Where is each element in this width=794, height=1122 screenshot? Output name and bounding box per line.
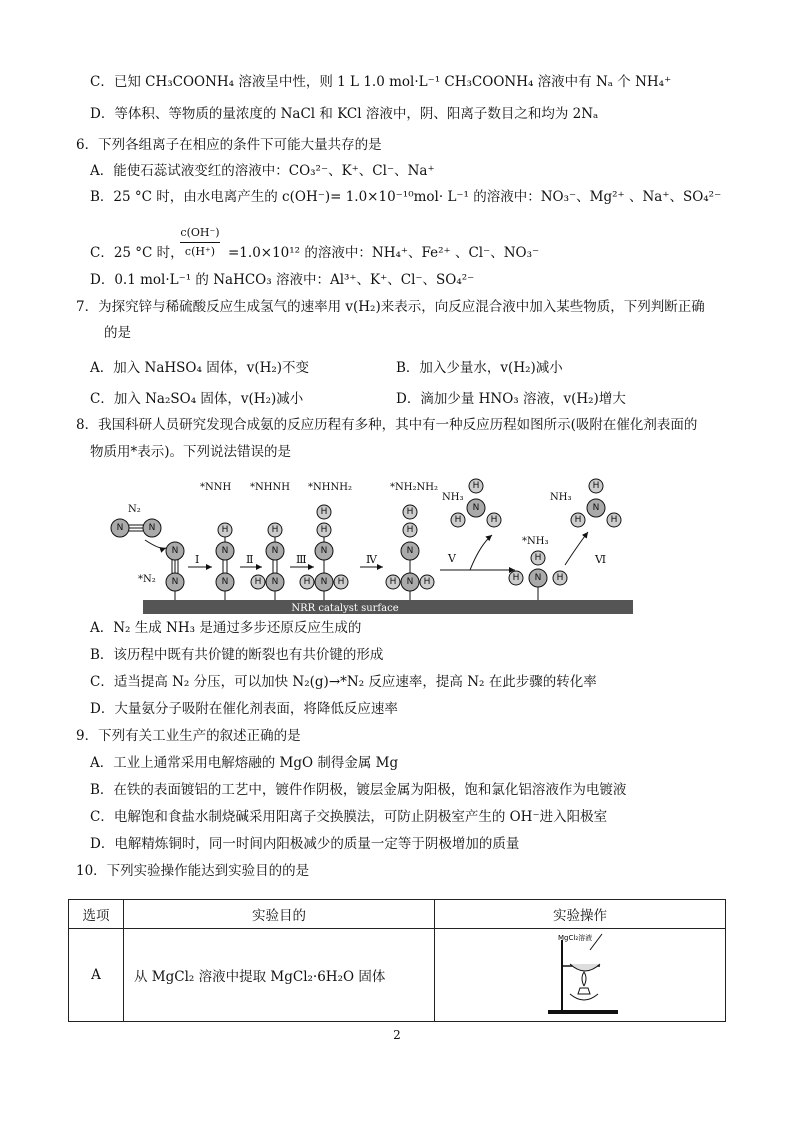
reaction-pathway-diagram bbox=[100, 470, 640, 620]
text-line-l6a: C．25 °C 时， bbox=[90, 245, 184, 261]
svg-text:H: H bbox=[389, 577, 397, 587]
species-star-n2-label: *N₂ bbox=[138, 574, 156, 585]
species-nh3-label-2: NH₃ bbox=[550, 492, 572, 503]
svg-text:H: H bbox=[271, 525, 279, 535]
text-line-l18: 9．下列有关工业生产的叙述正确的是 bbox=[76, 728, 301, 744]
header-option: 选项 bbox=[69, 900, 124, 929]
text-line-l9: 的是 bbox=[104, 325, 131, 341]
svg-text:H: H bbox=[512, 573, 520, 583]
svg-text:H: H bbox=[406, 525, 414, 535]
svg-text:N: N bbox=[320, 577, 328, 587]
text-line-l15: B．该历程中既有共价键的断裂也有共价键的形成 bbox=[90, 647, 384, 663]
svg-text:H: H bbox=[254, 577, 262, 587]
svg-text:N: N bbox=[406, 577, 414, 587]
experiment-table bbox=[68, 899, 726, 1022]
step-5: Ⅴ bbox=[448, 552, 456, 565]
species-nh3-label-1: NH₃ bbox=[442, 492, 464, 503]
svg-text:N: N bbox=[271, 577, 279, 587]
text-line-l11b: D．滴加少量 HNO₃ 溶液，v(H₂)增大 bbox=[396, 391, 626, 407]
step-1: Ⅰ bbox=[195, 553, 200, 566]
text-line-l7: D．0.1 mol·L⁻¹ 的 NaHCO₃ 溶液中：Al³⁺、K⁺、Cl⁻、SO₄²⁻ bbox=[90, 272, 475, 288]
svg-text:H: H bbox=[406, 507, 414, 517]
svg-text:H: H bbox=[303, 577, 311, 587]
svg-text:H: H bbox=[610, 515, 618, 525]
svg-text:H: H bbox=[592, 481, 600, 491]
text-line-l3: 6．下列各组离子在相应的条件下可能大量共存的是 bbox=[76, 137, 382, 153]
species-nnh-label: *NNH bbox=[200, 482, 232, 493]
step-2: Ⅱ bbox=[246, 553, 254, 566]
species-nhnh2-label: *NHNH₂ bbox=[308, 482, 352, 493]
catalyst-surface-label: NRR catalyst surface bbox=[291, 603, 399, 614]
svg-text:H: H bbox=[472, 481, 480, 491]
svg-text:N: N bbox=[472, 503, 480, 513]
species-n2-label: N₂ bbox=[128, 504, 141, 515]
text-line-l13: 物质用*表示)。下列说法错误的是 bbox=[90, 444, 292, 460]
text-line-l10b: B．加入少量水，v(H₂)减小 bbox=[396, 360, 563, 376]
species-nhnh-label: *NHNH bbox=[250, 482, 290, 493]
svg-text:N: N bbox=[171, 577, 179, 587]
header-purpose: 实验目的 bbox=[124, 900, 435, 929]
row-option: A bbox=[69, 929, 124, 1022]
page-number: 2 bbox=[393, 1028, 401, 1042]
text-line-l2: D．等体积、等物质的量浓度的 NaCl 和 KCl 溶液中，阴、阳离子数目之和均为 2Nₐ bbox=[90, 106, 599, 122]
row-operation bbox=[435, 929, 726, 1022]
species-star-nh3-label: *NH₃ bbox=[522, 536, 549, 547]
svg-text:H: H bbox=[490, 515, 498, 525]
svg-text:H: H bbox=[320, 507, 328, 517]
step-3: Ⅲ bbox=[296, 553, 307, 566]
svg-text:H: H bbox=[423, 577, 431, 587]
step-4: Ⅳ bbox=[366, 553, 377, 566]
svg-text:H: H bbox=[454, 515, 462, 525]
table-row bbox=[69, 929, 726, 1022]
text-line-l22: D．电解精炼铜时，同一时间内阳极减少的质量一定等于阴极增加的质量 bbox=[90, 836, 520, 852]
svg-text:H: H bbox=[574, 515, 582, 525]
fraction bbox=[180, 226, 220, 259]
svg-text:N: N bbox=[406, 546, 414, 556]
text-line-l20: B．在铁的表面镀铝的工艺中，镀件作阴极，镀层金属为阳极，饱和氯化铝溶液作为电镀液 bbox=[90, 782, 627, 798]
svg-text:N: N bbox=[116, 523, 124, 533]
text-line-l19: A．工业上通常采用电解熔融的 MgO 制得金属 Mg bbox=[90, 755, 399, 771]
svg-text:H: H bbox=[534, 553, 542, 563]
apparatus-label: MgCl₂溶液 bbox=[558, 934, 593, 942]
svg-text:N: N bbox=[171, 546, 179, 556]
svg-text:N: N bbox=[592, 503, 600, 513]
fraction-numerator: c(OH⁻) bbox=[180, 226, 220, 243]
text-line-l11a: C．加入 Na₂SO₄ 固体，v(H₂)减小 bbox=[90, 391, 304, 407]
step-6: Ⅵ bbox=[595, 553, 607, 566]
svg-text:N: N bbox=[221, 546, 229, 556]
text-line-l16: C．适当提高 N₂ 分压，可以加快 N₂(g)→*N₂ 反应速率，提高 N₂ 在此步骤的转化率 bbox=[90, 674, 597, 690]
text-line-l12: 8．我国科研人员研究发现合成氨的反应历程有多种，其中有一种反应历程如图所示(吸附在催化剂表面的 bbox=[76, 417, 698, 433]
fraction-denominator: c(H⁺) bbox=[184, 245, 216, 258]
table-header-row bbox=[69, 900, 726, 929]
text-line-l6b: =1.0×10¹² 的溶液中：NH₄⁺、Fe²⁺ 、Cl⁻、NO₃⁻ bbox=[228, 245, 540, 261]
svg-text:N: N bbox=[148, 523, 156, 533]
text-line-l5: B．25 °C 时，由水电离产生的 c(OH⁻)= 1.0×10⁻¹⁰mol· L⁻¹ 的溶液中：NO₃⁻、Mg²⁺ 、Na⁺、SO₄²⁻ bbox=[90, 189, 722, 205]
text-line-l1: C．已知 CH₃COONH₄ 溶液呈中性，则 1 L 1.0 mol·L⁻¹ CH₃COONH₄ 溶液中有 Nₐ 个 NH₄⁺ bbox=[90, 74, 672, 90]
text-line-l23: 10．下列实验操作能达到实验目的的是 bbox=[76, 863, 310, 879]
text-line-l21: C．电解饱和食盐水制烧碱采用阳离子交换膜法，可防止阴极室产生的 OH⁻进入阳极室 bbox=[90, 809, 608, 825]
svg-text:N: N bbox=[320, 546, 328, 556]
svg-text:N: N bbox=[271, 546, 279, 556]
text-line-l17: D．大量氨分子吸附在催化剂表面，将降低反应速率 bbox=[90, 701, 398, 717]
svg-text:H: H bbox=[337, 577, 345, 587]
text-line-l4: A．能使石蕊试液变红的溶液中：CO₃²⁻、K⁺、Cl⁻、Na⁺ bbox=[90, 163, 435, 179]
text-line-l8: 7．为探究锌与稀硫酸反应生成氢气的速率用 v(H₂)来表示，向反应混合液中加入某些物质，下列判断正确 bbox=[76, 299, 705, 315]
species-nh2nh2-label: *NH₂NH₂ bbox=[390, 482, 438, 493]
svg-text:N: N bbox=[221, 577, 229, 587]
evaporation-apparatus-icon bbox=[540, 930, 620, 1016]
svg-text:H: H bbox=[556, 573, 564, 583]
text-line-l14: A．N₂ 生成 NH₃ 是通过多步还原反应生成的 bbox=[90, 620, 362, 636]
text-line-l10a: A．加入 NaHSO₄ 固体，v(H₂)不变 bbox=[90, 360, 310, 376]
row-purpose: 从 MgCl₂ 溶液中提取 MgCl₂·6H₂O 固体 bbox=[124, 929, 435, 1022]
svg-text:H: H bbox=[320, 525, 328, 535]
header-operation: 实验操作 bbox=[435, 900, 726, 929]
svg-text:H: H bbox=[221, 525, 229, 535]
svg-text:N: N bbox=[534, 573, 542, 583]
